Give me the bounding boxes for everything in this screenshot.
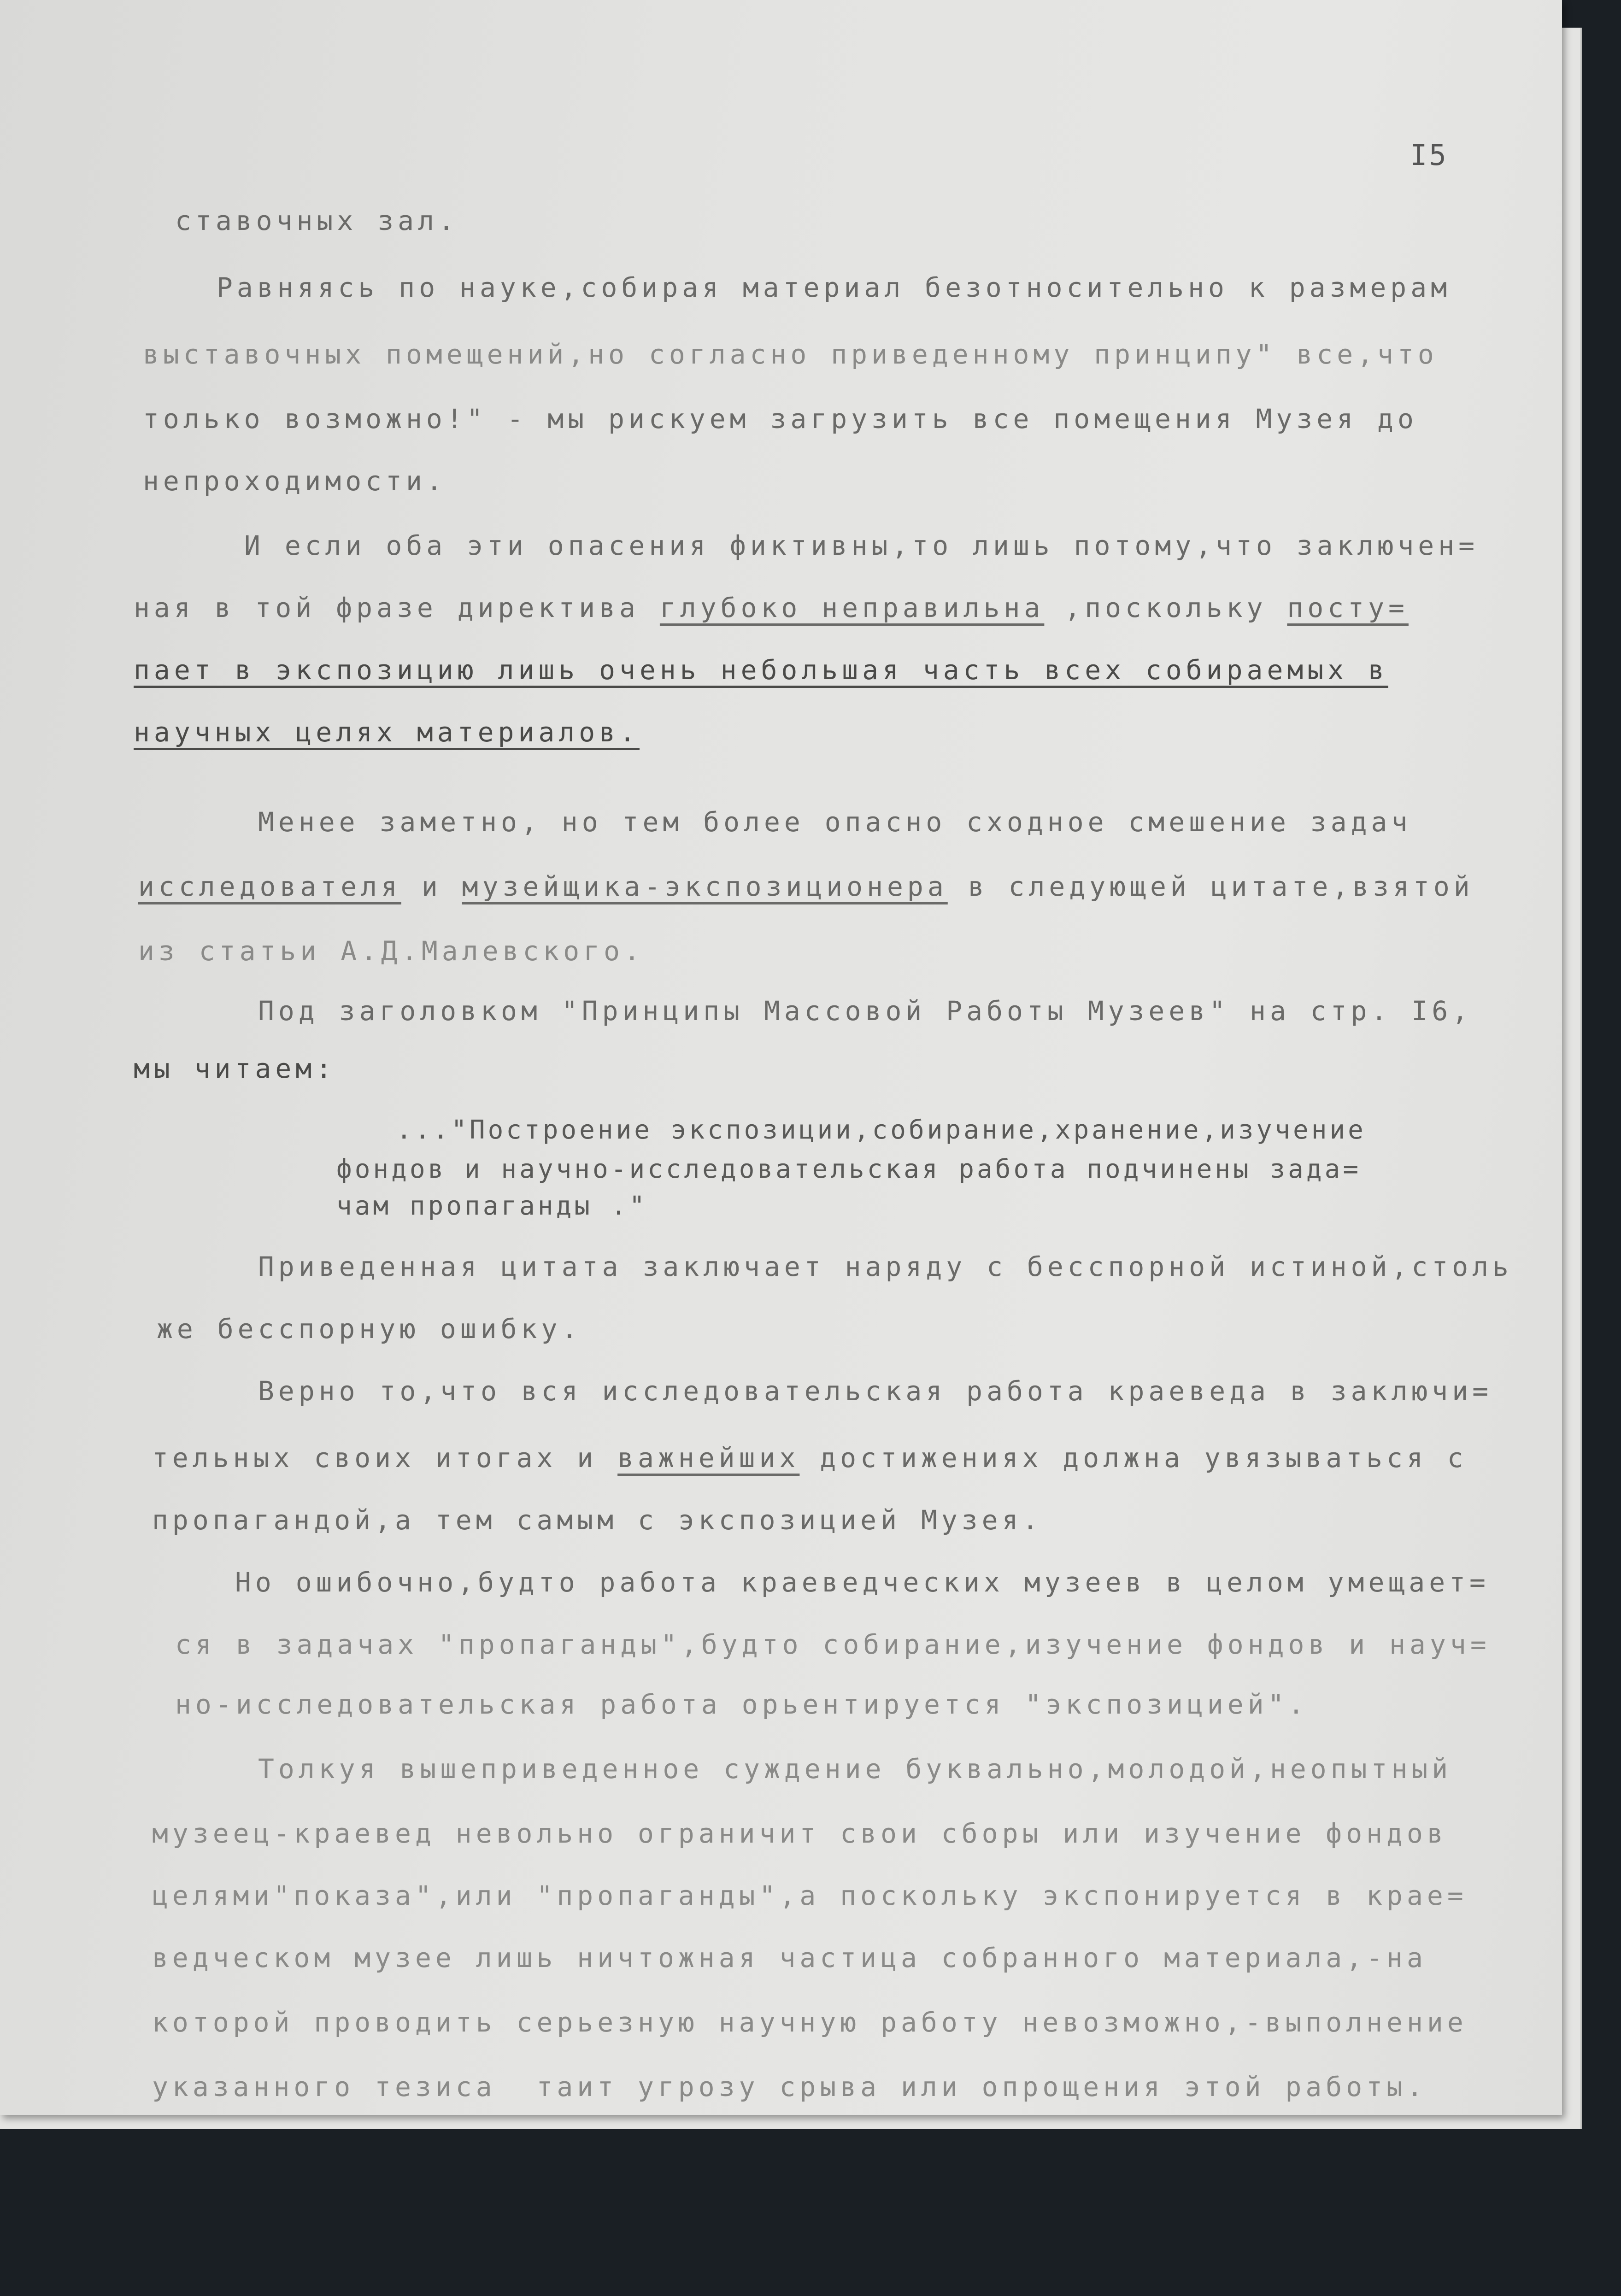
- text-segment: тельных своих итогах и: [152, 1442, 618, 1474]
- text-segment: которой проводить серьезную научную работу невозможно,-выполнение: [152, 2007, 1468, 2038]
- text-line: [175, 207, 458, 234]
- text-line: [258, 806, 1412, 838]
- text-segment: И если оба эти опасения фиктивны,то лишь потому,что заключен=: [244, 530, 1479, 561]
- text-segment: и: [401, 871, 462, 902]
- text-segment: указанного тезиса таит угрозу срыва или опрощения этой работы.: [152, 2071, 1427, 2102]
- text-segment: ведческом музее лишь ничтожная частица собранного материала,-на: [152, 1942, 1427, 1973]
- text-segment: ная в той фразе директива: [134, 592, 660, 623]
- text-segment: в следующей цитате,взятой: [947, 871, 1474, 902]
- text-line: [152, 1504, 1043, 1536]
- text-line: [175, 1691, 1308, 1718]
- text-line: [134, 594, 1409, 621]
- text-segment: Под заголовком "Принципы Массовой Работы Музеев" на стр. I6,: [258, 995, 1473, 1027]
- text-segment: Но ошибочно,будто работа краеведческих музеев в целом умещает=: [235, 1567, 1490, 1598]
- page-number: I5: [1410, 138, 1448, 172]
- text-line: [143, 341, 1438, 368]
- text-line: [143, 465, 446, 497]
- text-segment: ..."Построение экспозиции,собирание,хранение,изучение: [396, 1115, 1366, 1145]
- text-segment: из статьи А.Д.Малевского.: [138, 935, 644, 967]
- text-line: [152, 2009, 1468, 2036]
- text-segment: фондов и научно-исследовательская работа подчинены зада=: [336, 1154, 1362, 1184]
- text-segment: Менее заметно, но тем более опасно сходное смешение задач: [258, 806, 1412, 838]
- text-line: [152, 1882, 1468, 1909]
- text-segment: ,поскольку: [1044, 592, 1287, 623]
- text-segment: музеец-краевед невольно ограничит свои сборы или изучение фондов: [152, 1818, 1447, 1849]
- text-line: [138, 873, 1474, 900]
- text-segment: выставочных помещений,но согласно приведенному принципу" все,что: [143, 339, 1438, 370]
- text-segment: целями"показа",или "пропаганды",а поскольку экспонируется в крае=: [152, 1880, 1468, 1911]
- underlined-text: посту=: [1287, 592, 1409, 623]
- underlined-text: важнейших: [617, 1442, 800, 1474]
- text-segment: Равняясь по науке,собирая материал безотносительно к размерам: [217, 272, 1451, 303]
- text-line: [258, 1375, 1493, 1407]
- text-line: [258, 995, 1473, 1027]
- text-segment: но-исследовательская работа орьентируется "экспозицией".: [175, 1689, 1309, 1720]
- text-segment: только возможно!" - мы рискуем загрузить все помещения Музея до: [143, 403, 1418, 435]
- text-segment: чам пропаганды .": [336, 1191, 648, 1221]
- text-segment: Верно то,что вся исследовательская работа краеведа в заключи=: [258, 1375, 1493, 1407]
- text-line: [152, 1442, 1468, 1474]
- text-segment: мы читаем:: [134, 1053, 336, 1084]
- text-segment: достижениях должна увязываться с: [799, 1442, 1468, 1474]
- text-segment: ся в задачах "пропаганды",будто собирание,изучение фондов и науч=: [175, 1629, 1491, 1660]
- underlined-text: пает в экспозицию лишь очень небольшая часть всех собираемых в: [134, 654, 1388, 686]
- text-line: [258, 1253, 1513, 1280]
- quote-line: [396, 1117, 1366, 1143]
- text-line: [138, 935, 644, 967]
- text-line: [152, 1944, 1427, 1971]
- underlined-text: исследователя: [138, 871, 401, 902]
- text-segment: же бесспорную ошибку.: [157, 1313, 582, 1345]
- text-line: [152, 1820, 1447, 1847]
- text-segment: пропагандой,а тем самым с экспозицией Музея.: [152, 1504, 1043, 1536]
- underlined-text: научных целях материалов.: [134, 716, 640, 748]
- text-line: [134, 1055, 336, 1082]
- text-line: [175, 1631, 1491, 1658]
- text-line: [258, 1753, 1452, 1785]
- text-line: [134, 654, 1388, 686]
- quote-line: [336, 1193, 647, 1219]
- text-line: [157, 1313, 582, 1345]
- text-line: [134, 716, 640, 748]
- underlined-text: глубоко неправильна: [659, 592, 1045, 623]
- underlined-text: музейщика-экспозиционера: [462, 871, 948, 902]
- text-segment: Приведенная цитата заключает наряду с бесспорной истиной,столь: [258, 1251, 1513, 1282]
- text-line: [143, 403, 1418, 435]
- text-segment: Толкуя вышеприведенное суждение буквально,молодой,неопытный: [258, 1753, 1452, 1785]
- text-line: [244, 532, 1479, 559]
- quote-line: [336, 1154, 1362, 1184]
- text-line: [235, 1569, 1490, 1596]
- text-segment: непроходимости.: [143, 465, 446, 497]
- text-line: [152, 2073, 1427, 2100]
- text-segment: ставочных зал.: [175, 205, 458, 236]
- text-line: [217, 274, 1451, 301]
